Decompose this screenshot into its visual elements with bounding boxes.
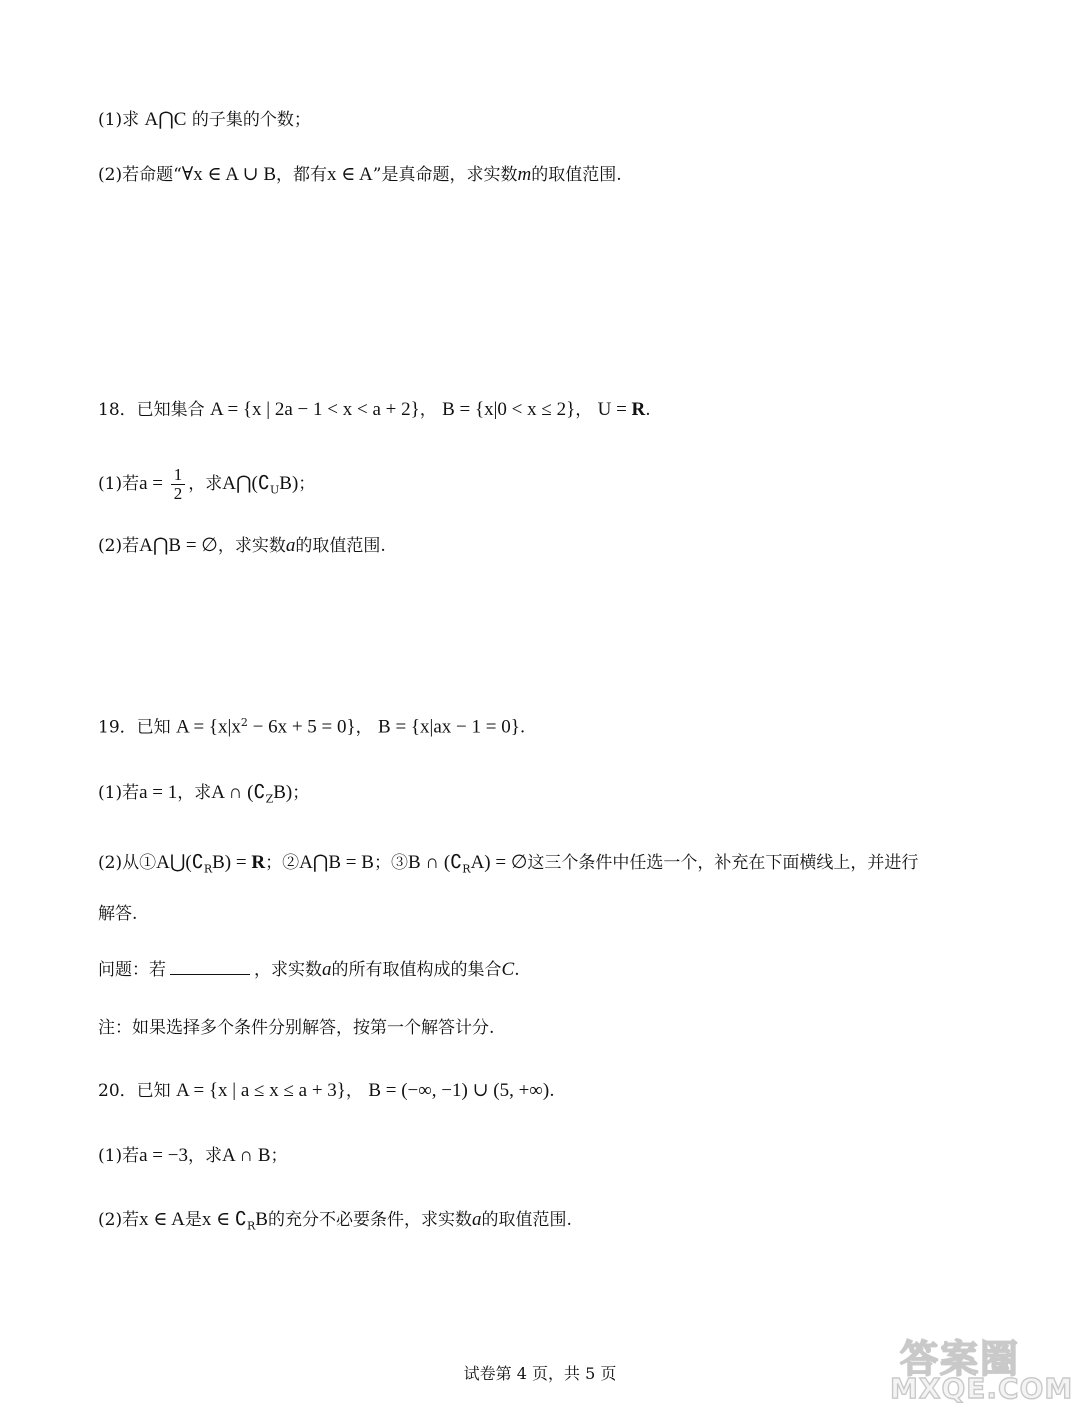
- q19-note: 注：如果选择多个条件分别解答，按第一个解答计分.: [98, 1018, 495, 1038]
- question-number: 18．: [98, 400, 137, 420]
- q18-part1: (1)若a = $\frac{1}{2}$ ，求$A⋂(∁_UB)$；: [98, 465, 316, 503]
- math-var-m: m: [517, 164, 532, 185]
- watermark-logo: [888, 1328, 1074, 1408]
- watermark-top-text: 答案圈: [900, 1337, 1021, 1381]
- math-intersection-AC: A⋂C: [144, 109, 187, 130]
- math-set-A: A = {x | 2a − 1 < x < a + 2}: [210, 399, 420, 420]
- q19-part2-continued: 解答.: [98, 904, 138, 924]
- question-number: 20．: [98, 1081, 137, 1101]
- q18-part2: (2)若A⋂B = ∅，求实数a的取值范围.: [98, 535, 386, 556]
- math-reals: R: [631, 399, 646, 420]
- page-footer: 试卷第 4 页，共 5 页: [463, 1364, 617, 1383]
- question-number: 19．: [98, 717, 137, 738]
- math-x-in-A: x ∈ A: [327, 164, 373, 185]
- fraction-one-half: $\frac{1}{2}$: [171, 466, 186, 503]
- math-set-B: B = {x|ax − 1 = 0}: [378, 716, 520, 738]
- q20-part2: (2)若x ∈ A是x ∈ $∁_RB$的充分不必要条件，求实数a的取值范围.: [98, 1209, 572, 1233]
- q17-part1: (1)求 A⋂C 的子集的个数；: [98, 109, 311, 130]
- math-set-B: B = {x|0 < x ≤ 2}: [442, 399, 576, 420]
- math-set-A: A = {x | a ≤ x ≤ a + 3}: [176, 1080, 346, 1101]
- math-set-B: B = (−∞, −1) ∪ (5, +∞): [368, 1080, 550, 1101]
- watermark-bottom-text: MXQE.COM: [890, 1372, 1074, 1405]
- q19-part1: (1)若a = 1，求A ∩ $(∁_ZB)$；: [98, 782, 310, 806]
- q19-part2: (2)从$①A⋃(∁_RB) = R$；②A⋂B = B；③B ∩ $(∁_RA)$ = ∅这三个条件中任选一个，补充在下面横线上，并进行: [98, 852, 919, 876]
- q17-part2: (2)若命题“∀x ∈ A ∪ B，都有x ∈ A”是真命题，求实数m的取值范围.: [98, 164, 622, 185]
- q19-stem: 19．已知 $A = \{x|x^2 - 6x + 5 = 0\}$， B = {x|ax − 1 = 0}.: [98, 716, 526, 738]
- q19-problem: 问题：若 ，求实数a的所有取值构成的集合C.: [98, 959, 520, 980]
- math-set-U: U =: [597, 399, 632, 420]
- q20-part1: (1)若a = −3，求A ∩ B；: [98, 1145, 288, 1166]
- q18-stem: 18．已知集合 A = {x | 2a − 1 < x < a + 2}， B = {x|0 < x ≤ 2}， U = R.: [98, 399, 651, 420]
- q20-stem: 20．已知 A = {x | a ≤ x ≤ a + 3}， B = (−∞, −1) ∪ (5, +∞).: [98, 1080, 555, 1101]
- answer-blank: [170, 958, 250, 975]
- math-empty-intersection: A⋂B = ∅: [139, 535, 218, 556]
- math-forall: ∀x ∈ A ∪ B: [181, 164, 277, 185]
